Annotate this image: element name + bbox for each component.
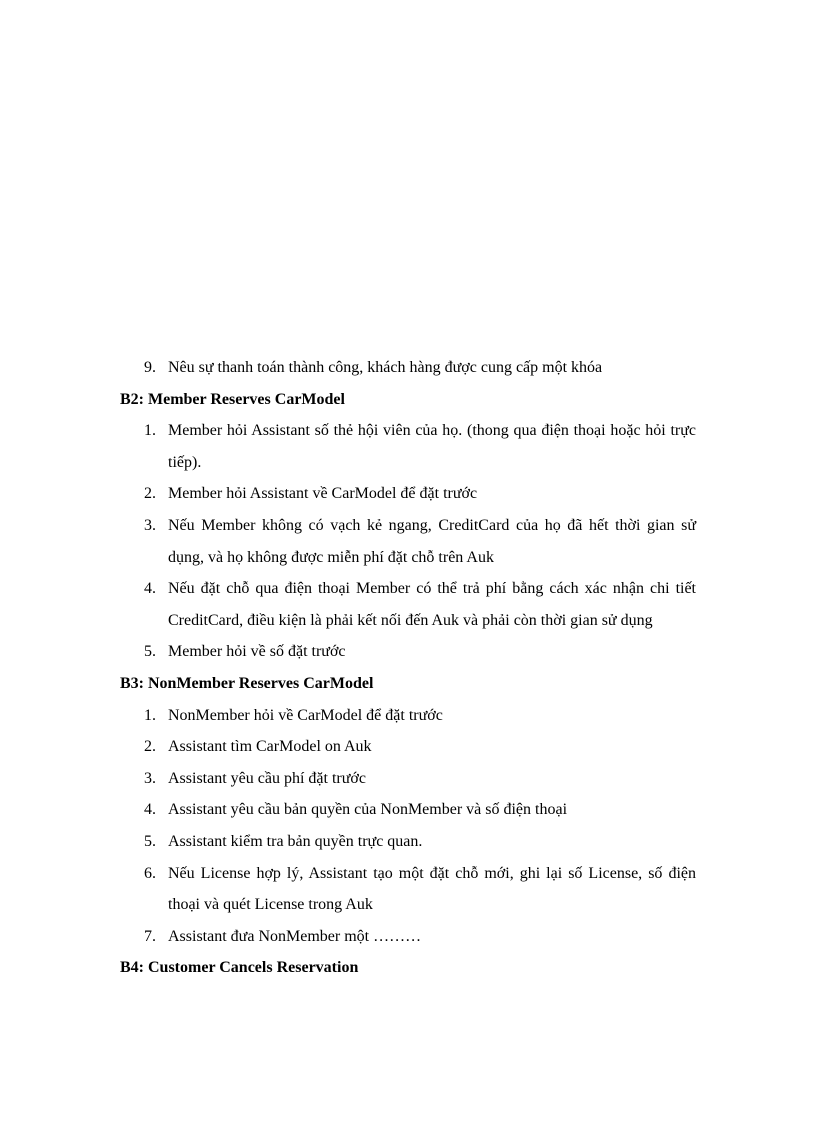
list-item xyxy=(120,731,696,763)
list-item xyxy=(120,352,696,384)
list-item-number: 5. xyxy=(144,643,156,661)
list-item-number: 2. xyxy=(144,485,156,503)
list-item-number: 5. xyxy=(144,832,156,850)
list-item-text: Nếu License hợp lý, Assistant tạo một đặt chỗ mới, ghi lại số License, số điện thoại và quét License trong Auk xyxy=(168,864,696,914)
list-item-number: 3. xyxy=(144,516,156,534)
document-content xyxy=(120,352,696,984)
section-heading-b2: B2: Member Reserves CarModel xyxy=(120,390,345,408)
list-item-text: Nêu sự thanh toán thành công, khách hàng được cung cấp một khóa xyxy=(168,359,603,376)
list-item-number: 3. xyxy=(144,769,156,787)
list-item xyxy=(120,763,696,795)
list-item-text: NonMember hỏi về CarModel để đặt trước xyxy=(168,706,443,724)
list-item xyxy=(120,478,696,510)
list-item-number: 2. xyxy=(144,738,156,756)
list-item xyxy=(120,636,696,668)
list-item-text: Assistant đưa NonMember một ……… xyxy=(168,927,422,945)
list-item-number: 7. xyxy=(144,927,156,945)
list-item xyxy=(120,510,696,573)
list-item-text: Nếu Member không có vạch kẻ ngang, CreditCard của họ đã hết thời gian sử dụng, và họ không được miễn phí đặt chỗ trên Auk xyxy=(168,516,696,566)
list-item-text: Assistant yêu cầu phí đặt trước xyxy=(168,769,366,787)
list-item xyxy=(120,573,696,636)
list-item-number: 4. xyxy=(144,801,156,819)
list-item-text: Member hỏi Assistant về CarModel để đặt trước xyxy=(168,485,478,503)
list-item-number: 6. xyxy=(144,864,156,882)
list-item xyxy=(120,700,696,732)
list-item-number: 4. xyxy=(144,580,156,598)
list-item xyxy=(120,794,696,826)
section-heading-b4: B4: Customer Cancels Reservation xyxy=(120,959,359,977)
list-item xyxy=(120,826,696,858)
list-item xyxy=(120,858,696,921)
list-item-text: Member hỏi về số đặt trước xyxy=(168,643,346,661)
list-item-number: 1. xyxy=(144,422,156,440)
list-item-text: Assistant tìm CarModel on Auk xyxy=(168,738,372,756)
list-item-text: Assistant yêu cầu bản quyền của NonMember và số điện thoại xyxy=(168,801,568,819)
list-item-text: Member hỏi Assistant số thẻ hội viên của họ. (thong qua điện thoại hoặc hỏi trực tiếp). xyxy=(168,422,696,471)
list-item xyxy=(120,415,696,478)
list-item-text: Nếu đặt chỗ qua điện thoại Member có thể trả phí bằng cách xác nhận chi tiết CreditCard, điều kiện là phải kết nối đến Auk và phải còn thời gian sử dụng xyxy=(168,580,696,629)
list-item-number: 9. xyxy=(144,359,156,376)
list-item-text: Assistant kiểm tra bản quyền trực quan. xyxy=(168,832,423,850)
list-item-number: 1. xyxy=(144,706,156,724)
list-item xyxy=(120,921,696,953)
section-heading-b3: B3: NonMember Reserves CarModel xyxy=(120,674,374,692)
